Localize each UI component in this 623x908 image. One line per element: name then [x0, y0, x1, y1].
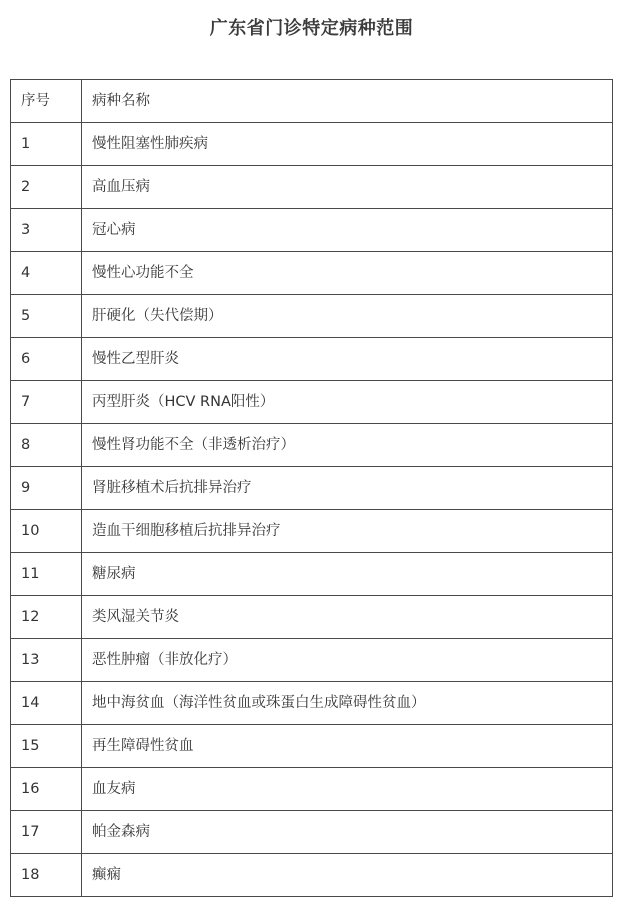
table-row: [11, 295, 613, 338]
row-number: 5: [11, 295, 82, 338]
row-disease-name: 癫痫: [82, 854, 613, 897]
row-number: 12: [11, 596, 82, 639]
header-disease-name: 病种名称: [82, 80, 613, 123]
row-number: 15: [11, 725, 82, 768]
row-number: 3: [11, 209, 82, 252]
row-disease-name: 血友病: [82, 768, 613, 811]
row-number: 7: [11, 381, 82, 424]
row-disease-name: 高血压病: [82, 166, 613, 209]
row-disease-name: 慢性肾功能不全（非透析治疗）: [82, 424, 613, 467]
row-disease-name: 类风湿关节炎: [82, 596, 613, 639]
header-number: 序号: [11, 80, 82, 123]
table-row: [11, 854, 613, 897]
row-disease-name: 慢性阻塞性肺疾病: [82, 123, 613, 166]
table-row: [11, 338, 613, 381]
row-disease-name: 慢性心功能不全: [82, 252, 613, 295]
row-disease-name: 再生障碍性贫血: [82, 725, 613, 768]
row-number: 16: [11, 768, 82, 811]
row-number: 18: [11, 854, 82, 897]
row-disease-name: 慢性乙型肝炎: [82, 338, 613, 381]
table-row: [11, 811, 613, 854]
table-header-row: [11, 80, 613, 123]
table-row: [11, 209, 613, 252]
row-number: 9: [11, 467, 82, 510]
row-disease-name: 肾脏移植术后抗排异治疗: [82, 467, 613, 510]
table-row: [11, 725, 613, 768]
row-number: 1: [11, 123, 82, 166]
row-disease-name: 冠心病: [82, 209, 613, 252]
table-row: [11, 381, 613, 424]
table-row: [11, 553, 613, 596]
table-row: [11, 467, 613, 510]
table-row: [11, 166, 613, 209]
row-disease-name: 帕金森病: [82, 811, 613, 854]
table-row: [11, 682, 613, 725]
table-row: [11, 424, 613, 467]
page-title: 广东省门诊特定病种范围: [209, 18, 414, 39]
row-number: 14: [11, 682, 82, 725]
row-disease-name: 造血干细胞移植后抗排异治疗: [82, 510, 613, 553]
table-row: [11, 639, 613, 682]
row-number: 11: [11, 553, 82, 596]
disease-table: [10, 79, 613, 897]
row-disease-name: 糖尿病: [82, 553, 613, 596]
table-row: [11, 123, 613, 166]
row-disease-name: 恶性肿瘤（非放化疗）: [82, 639, 613, 682]
row-number: 13: [11, 639, 82, 682]
row-number: 4: [11, 252, 82, 295]
row-number: 17: [11, 811, 82, 854]
table-row: [11, 510, 613, 553]
table-row: [11, 768, 613, 811]
table-row: [11, 252, 613, 295]
row-number: 2: [11, 166, 82, 209]
row-number: 8: [11, 424, 82, 467]
row-disease-name: 丙型肝炎（HCV RNA阳性）: [82, 381, 613, 424]
row-disease-name: 地中海贫血（海洋性贫血或珠蛋白生成障碍性贫血）: [82, 682, 613, 725]
row-disease-name: 肝硬化（失代偿期）: [82, 295, 613, 338]
table-row: [11, 596, 613, 639]
row-number: 10: [11, 510, 82, 553]
row-number: 6: [11, 338, 82, 381]
